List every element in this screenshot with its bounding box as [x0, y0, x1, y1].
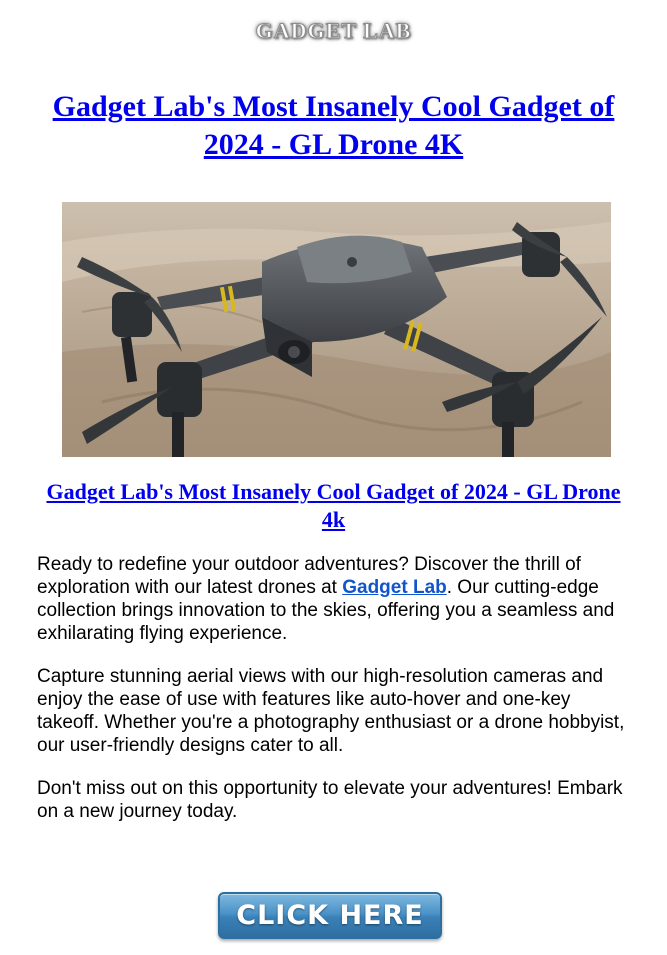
intro-paragraph [37, 553, 637, 645]
headline-link[interactable]: Gadget Lab's Most Insanely Cool Gadget of 2024 - GL Drone 4K [52, 90, 615, 161]
drone-photo-illustration [62, 202, 611, 457]
page-title [30, 88, 637, 164]
caption-link[interactable]: Gadget Lab's Most Insanely Cool Gadget of 2024 - GL Drone 4k [46, 479, 621, 532]
intro-text-start: Ready to redefine your outdoor adventures? Discover the thrill of exploration with our latest drones at [37, 554, 581, 598]
drone-product-image[interactable] [62, 202, 611, 457]
gadget-lab-logo: GADGET LAB [255, 18, 412, 43]
closing-paragraph: Don't miss out on this opportunity to elevate your adventures! Embark on a new journey today. [37, 778, 623, 822]
image-caption [40, 478, 627, 534]
intro-text-end: . Our cutting-edge collection brings innovation to the skies, offering you a seamless and exhilarating flying experience. [37, 577, 615, 644]
features-paragraph: Capture stunning aerial views with our high-resolution cameras and enjoy the ease of use with features like auto-hover and one-key takeoff. Whether you're a photography enthusiast or a drone hobbyist, our user-friendly designs cater to all. [37, 666, 625, 756]
gadget-lab-link[interactable]: Gadget Lab [342, 577, 447, 598]
click-here-button[interactable]: CLICK HERE [218, 892, 442, 939]
